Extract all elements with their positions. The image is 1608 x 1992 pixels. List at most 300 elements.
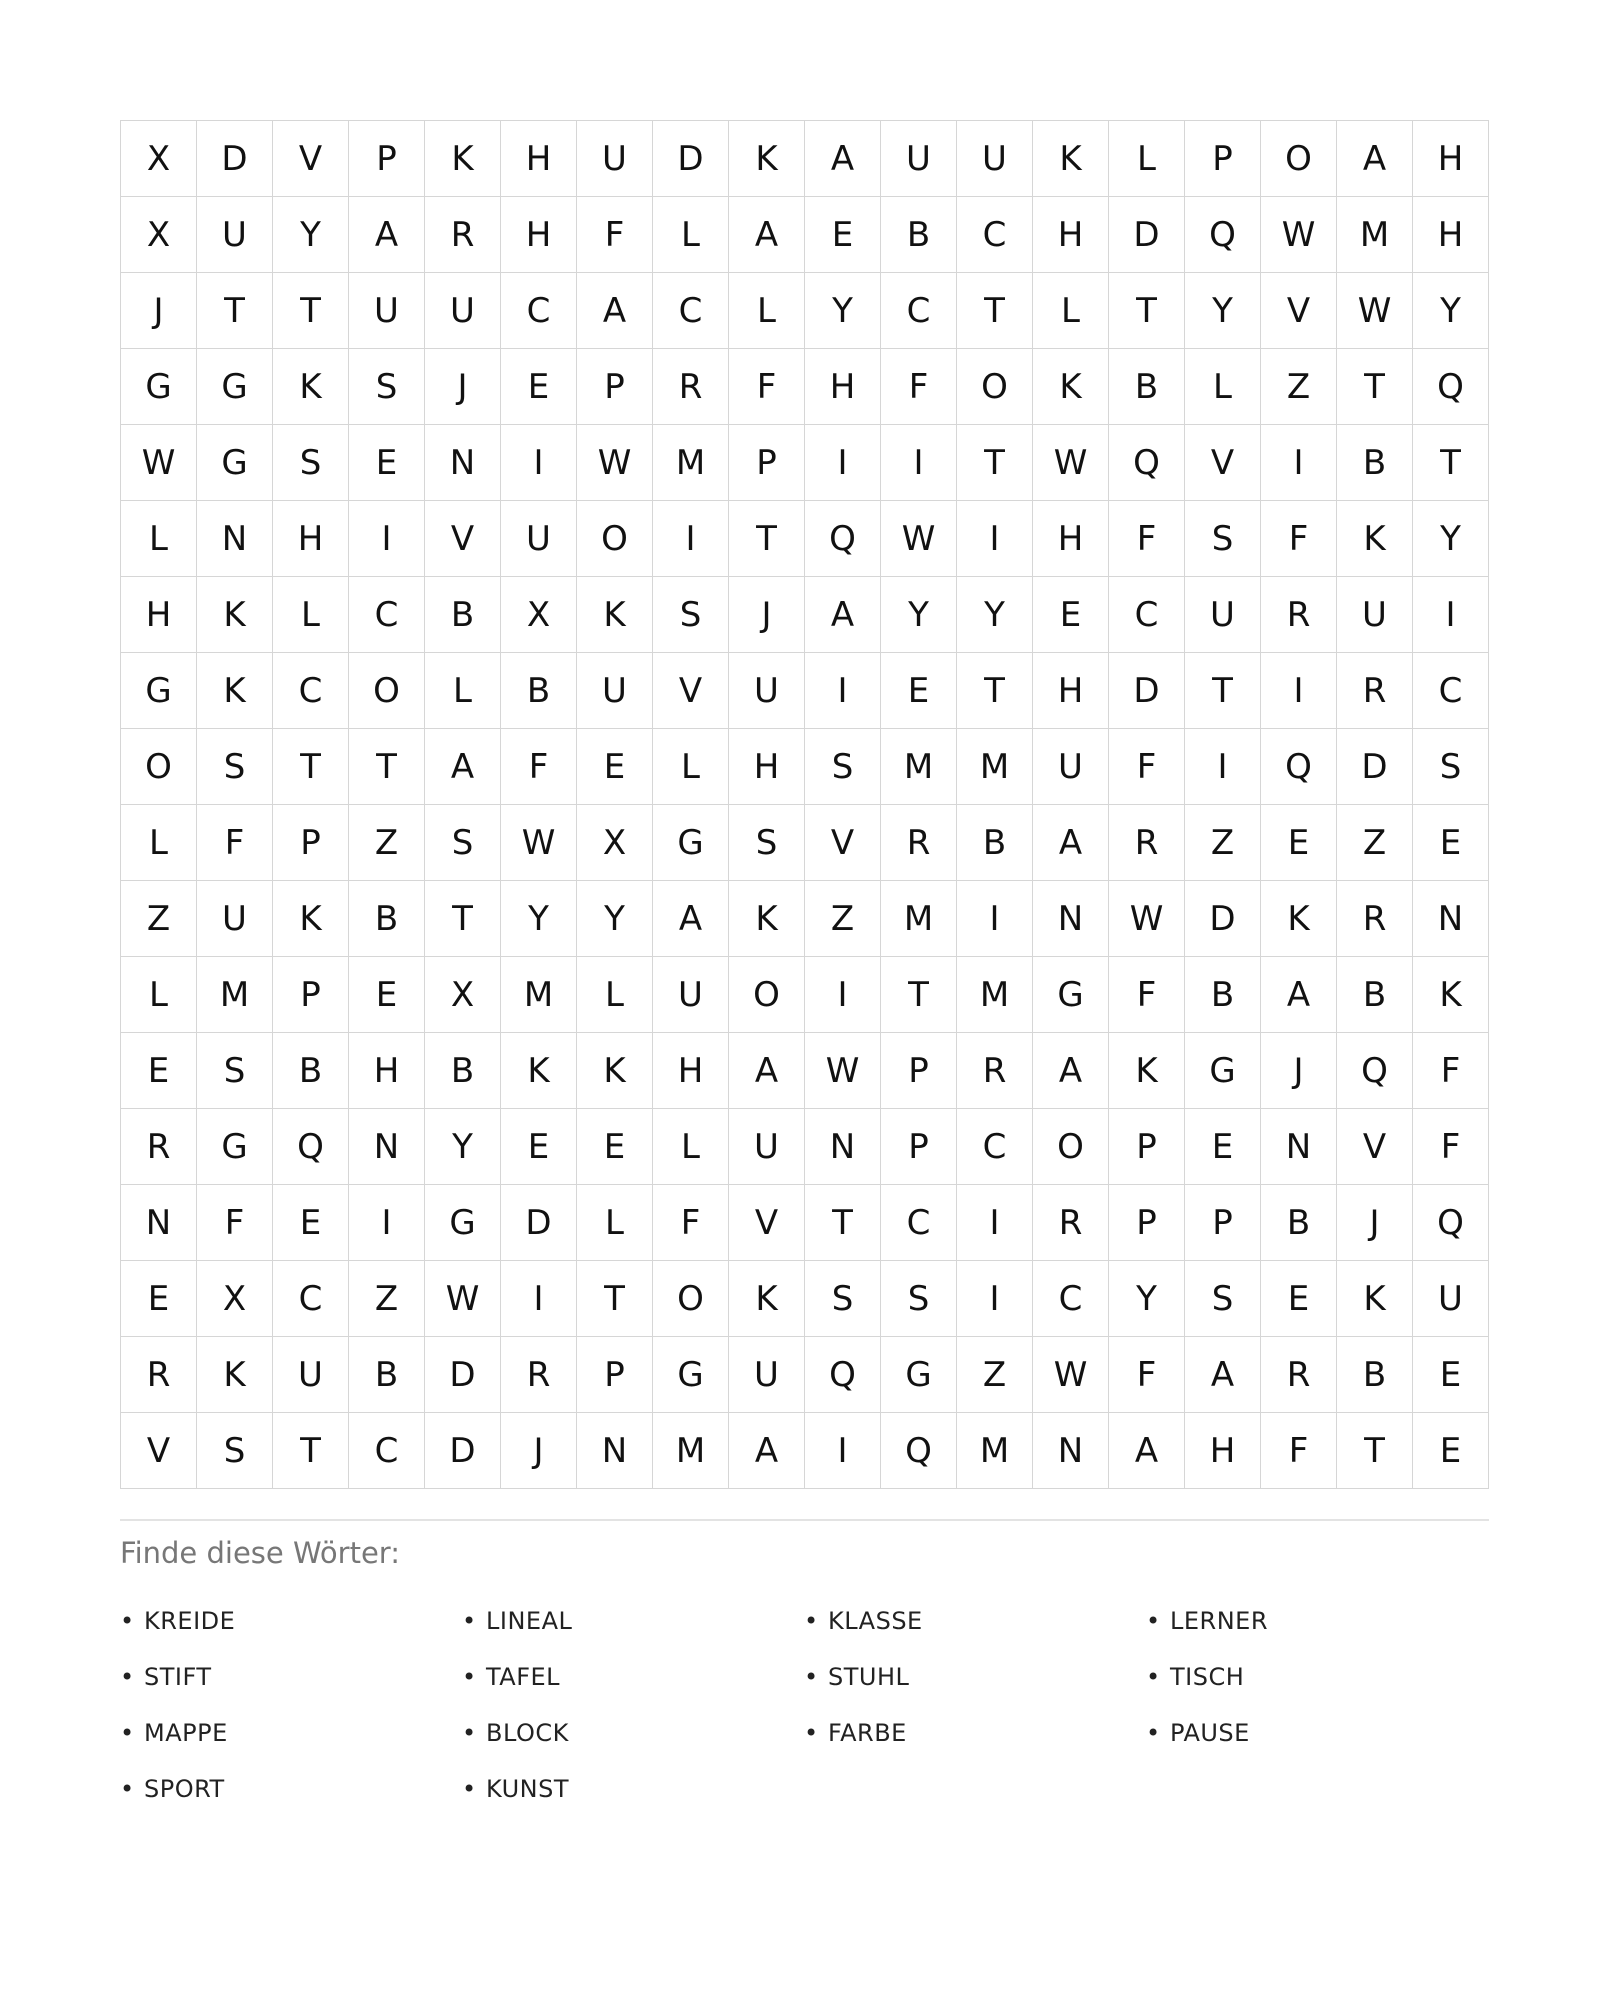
grid-cell[interactable]: E (121, 1033, 197, 1109)
grid-cell[interactable]: O (577, 501, 653, 577)
grid-cell[interactable]: U (577, 653, 653, 729)
grid-cell[interactable]: V (273, 121, 349, 197)
grid-cell[interactable]: W (425, 1261, 501, 1337)
grid-cell[interactable]: K (273, 881, 349, 957)
grid-cell[interactable]: Y (577, 881, 653, 957)
grid-cell[interactable]: T (881, 957, 957, 1033)
grid-cell[interactable]: A (1033, 805, 1109, 881)
grid-cell[interactable]: C (957, 1109, 1033, 1185)
grid-cell[interactable]: Z (1337, 805, 1413, 881)
grid-cell[interactable]: H (121, 577, 197, 653)
grid-cell[interactable]: I (349, 1185, 425, 1261)
grid-cell[interactable]: Z (349, 1261, 425, 1337)
grid-cell[interactable]: V (1185, 425, 1261, 501)
grid-cell[interactable]: T (197, 273, 273, 349)
grid-cell[interactable]: O (1033, 1109, 1109, 1185)
grid-cell[interactable]: E (1185, 1109, 1261, 1185)
grid-cell[interactable]: A (729, 1413, 805, 1489)
grid-cell[interactable]: Y (501, 881, 577, 957)
grid-cell[interactable]: D (425, 1413, 501, 1489)
grid-cell[interactable]: E (501, 349, 577, 425)
grid-cell[interactable]: W (1033, 1337, 1109, 1413)
grid-cell[interactable]: U (501, 501, 577, 577)
grid-cell[interactable]: B (1109, 349, 1185, 425)
grid-cell[interactable]: L (729, 273, 805, 349)
grid-cell[interactable]: L (121, 957, 197, 1033)
grid-cell[interactable]: E (1261, 805, 1337, 881)
grid-cell[interactable]: N (805, 1109, 881, 1185)
grid-cell[interactable]: T (273, 273, 349, 349)
grid-cell[interactable]: P (577, 1337, 653, 1413)
grid-cell[interactable]: Z (957, 1337, 1033, 1413)
grid-cell[interactable]: T (1413, 425, 1489, 501)
grid-cell[interactable]: C (957, 197, 1033, 273)
grid-cell[interactable]: L (653, 1109, 729, 1185)
grid-cell[interactable]: K (1109, 1033, 1185, 1109)
grid-cell[interactable]: S (1413, 729, 1489, 805)
grid-cell[interactable]: H (273, 501, 349, 577)
grid-cell[interactable]: J (121, 273, 197, 349)
grid-cell[interactable]: K (1337, 501, 1413, 577)
grid-cell[interactable]: G (197, 425, 273, 501)
grid-cell[interactable]: I (957, 501, 1033, 577)
grid-cell[interactable]: I (957, 881, 1033, 957)
grid-cell[interactable]: G (121, 349, 197, 425)
grid-cell[interactable]: O (729, 957, 805, 1033)
grid-cell[interactable]: C (1109, 577, 1185, 653)
grid-cell[interactable]: M (957, 957, 1033, 1033)
grid-cell[interactable]: U (1337, 577, 1413, 653)
grid-cell[interactable]: M (197, 957, 273, 1033)
grid-cell[interactable]: H (501, 121, 577, 197)
grid-cell[interactable]: M (957, 1413, 1033, 1489)
grid-cell[interactable]: B (1261, 1185, 1337, 1261)
grid-cell[interactable]: P (729, 425, 805, 501)
grid-cell[interactable]: E (577, 729, 653, 805)
grid-cell[interactable]: C (881, 273, 957, 349)
grid-cell[interactable]: U (729, 1109, 805, 1185)
grid-cell[interactable]: I (653, 501, 729, 577)
grid-cell[interactable]: G (197, 349, 273, 425)
grid-cell[interactable]: I (957, 1185, 1033, 1261)
grid-cell[interactable]: Q (1261, 729, 1337, 805)
grid-cell[interactable]: R (121, 1337, 197, 1413)
grid-cell[interactable]: X (197, 1261, 273, 1337)
grid-cell[interactable]: K (1261, 881, 1337, 957)
grid-cell[interactable]: Q (805, 1337, 881, 1413)
grid-cell[interactable]: S (197, 1413, 273, 1489)
grid-cell[interactable]: E (501, 1109, 577, 1185)
grid-cell[interactable]: B (1337, 957, 1413, 1033)
grid-cell[interactable]: A (1185, 1337, 1261, 1413)
grid-cell[interactable]: C (349, 577, 425, 653)
grid-cell[interactable]: D (501, 1185, 577, 1261)
grid-cell[interactable]: P (1109, 1109, 1185, 1185)
grid-cell[interactable]: M (957, 729, 1033, 805)
grid-cell[interactable]: B (1185, 957, 1261, 1033)
grid-cell[interactable]: J (501, 1413, 577, 1489)
grid-cell[interactable]: V (805, 805, 881, 881)
grid-cell[interactable]: A (349, 197, 425, 273)
grid-cell[interactable]: U (1185, 577, 1261, 653)
grid-cell[interactable]: J (729, 577, 805, 653)
grid-cell[interactable]: I (805, 1413, 881, 1489)
grid-cell[interactable]: O (1261, 121, 1337, 197)
grid-cell[interactable]: N (1033, 1413, 1109, 1489)
grid-cell[interactable]: A (653, 881, 729, 957)
grid-cell[interactable]: P (273, 805, 349, 881)
grid-cell[interactable]: B (881, 197, 957, 273)
grid-cell[interactable]: E (349, 425, 425, 501)
grid-cell[interactable]: C (881, 1185, 957, 1261)
grid-cell[interactable]: U (577, 121, 653, 197)
grid-cell[interactable]: L (121, 805, 197, 881)
grid-cell[interactable]: K (425, 121, 501, 197)
grid-cell[interactable]: F (881, 349, 957, 425)
grid-cell[interactable]: N (349, 1109, 425, 1185)
grid-cell[interactable]: V (653, 653, 729, 729)
grid-cell[interactable]: Q (805, 501, 881, 577)
grid-cell[interactable]: R (425, 197, 501, 273)
grid-cell[interactable]: S (1185, 501, 1261, 577)
grid-cell[interactable]: E (1261, 1261, 1337, 1337)
grid-cell[interactable]: D (653, 121, 729, 197)
grid-cell[interactable]: I (1413, 577, 1489, 653)
grid-cell[interactable]: I (349, 501, 425, 577)
grid-cell[interactable]: A (1109, 1413, 1185, 1489)
grid-cell[interactable]: C (1033, 1261, 1109, 1337)
grid-cell[interactable]: K (1033, 349, 1109, 425)
grid-cell[interactable]: R (653, 349, 729, 425)
grid-cell[interactable]: K (197, 577, 273, 653)
grid-cell[interactable]: B (273, 1033, 349, 1109)
grid-cell[interactable]: T (957, 653, 1033, 729)
grid-cell[interactable]: G (653, 805, 729, 881)
grid-cell[interactable]: F (1261, 501, 1337, 577)
grid-cell[interactable]: Q (273, 1109, 349, 1185)
grid-cell[interactable]: F (653, 1185, 729, 1261)
grid-cell[interactable]: L (1109, 121, 1185, 197)
grid-cell[interactable]: B (349, 1337, 425, 1413)
grid-cell[interactable]: A (1261, 957, 1337, 1033)
grid-cell[interactable]: A (805, 121, 881, 197)
grid-cell[interactable]: I (501, 1261, 577, 1337)
grid-cell[interactable]: Q (1109, 425, 1185, 501)
grid-cell[interactable]: U (729, 1337, 805, 1413)
grid-cell[interactable]: F (1261, 1413, 1337, 1489)
grid-cell[interactable]: T (805, 1185, 881, 1261)
grid-cell[interactable]: R (1337, 653, 1413, 729)
grid-cell[interactable]: V (121, 1413, 197, 1489)
grid-cell[interactable]: Q (1185, 197, 1261, 273)
grid-cell[interactable]: F (1413, 1109, 1489, 1185)
grid-cell[interactable]: Z (349, 805, 425, 881)
grid-cell[interactable]: V (425, 501, 501, 577)
grid-cell[interactable]: H (1033, 197, 1109, 273)
grid-cell[interactable]: U (1413, 1261, 1489, 1337)
grid-cell[interactable]: H (349, 1033, 425, 1109)
grid-cell[interactable]: U (197, 197, 273, 273)
grid-cell[interactable]: H (1413, 121, 1489, 197)
grid-cell[interactable]: R (121, 1109, 197, 1185)
grid-cell[interactable]: K (1337, 1261, 1413, 1337)
grid-cell[interactable]: H (1413, 197, 1489, 273)
grid-cell[interactable]: E (577, 1109, 653, 1185)
grid-cell[interactable]: P (1185, 1185, 1261, 1261)
grid-cell[interactable]: F (1109, 501, 1185, 577)
grid-cell[interactable]: N (1261, 1109, 1337, 1185)
grid-cell[interactable]: S (197, 729, 273, 805)
grid-cell[interactable]: F (1413, 1033, 1489, 1109)
grid-cell[interactable]: B (1337, 425, 1413, 501)
grid-cell[interactable]: D (1185, 881, 1261, 957)
grid-cell[interactable]: T (1337, 349, 1413, 425)
grid-cell[interactable]: U (881, 121, 957, 197)
grid-cell[interactable]: W (501, 805, 577, 881)
grid-cell[interactable]: L (577, 1185, 653, 1261)
grid-cell[interactable]: D (197, 121, 273, 197)
grid-cell[interactable]: C (273, 653, 349, 729)
grid-cell[interactable]: E (1033, 577, 1109, 653)
grid-cell[interactable]: V (1337, 1109, 1413, 1185)
grid-cell[interactable]: M (881, 729, 957, 805)
grid-cell[interactable]: D (1109, 653, 1185, 729)
grid-cell[interactable]: K (577, 1033, 653, 1109)
grid-cell[interactable]: K (197, 1337, 273, 1413)
grid-cell[interactable]: Y (881, 577, 957, 653)
grid-cell[interactable]: A (729, 1033, 805, 1109)
grid-cell[interactable]: B (349, 881, 425, 957)
grid-cell[interactable]: P (1185, 121, 1261, 197)
grid-cell[interactable]: E (349, 957, 425, 1033)
grid-cell[interactable]: C (501, 273, 577, 349)
grid-cell[interactable]: X (121, 197, 197, 273)
grid-cell[interactable]: Y (1109, 1261, 1185, 1337)
grid-cell[interactable]: E (881, 653, 957, 729)
grid-cell[interactable]: N (1413, 881, 1489, 957)
grid-cell[interactable]: P (881, 1109, 957, 1185)
grid-cell[interactable]: Q (1337, 1033, 1413, 1109)
grid-cell[interactable]: A (729, 197, 805, 273)
grid-cell[interactable]: I (805, 957, 881, 1033)
grid-cell[interactable]: H (501, 197, 577, 273)
grid-cell[interactable]: G (1033, 957, 1109, 1033)
grid-cell[interactable]: L (1033, 273, 1109, 349)
grid-cell[interactable]: F (501, 729, 577, 805)
grid-cell[interactable]: E (805, 197, 881, 273)
grid-cell[interactable]: X (121, 121, 197, 197)
grid-cell[interactable]: I (1185, 729, 1261, 805)
grid-cell[interactable]: I (1261, 653, 1337, 729)
grid-cell[interactable]: X (577, 805, 653, 881)
grid-cell[interactable]: F (197, 805, 273, 881)
grid-cell[interactable]: Y (273, 197, 349, 273)
grid-cell[interactable]: Y (957, 577, 1033, 653)
grid-cell[interactable]: Y (1413, 501, 1489, 577)
grid-cell[interactable]: F (1109, 729, 1185, 805)
grid-cell[interactable]: U (729, 653, 805, 729)
grid-cell[interactable]: T (729, 501, 805, 577)
grid-cell[interactable]: K (197, 653, 273, 729)
grid-cell[interactable]: B (501, 653, 577, 729)
grid-cell[interactable]: J (425, 349, 501, 425)
grid-cell[interactable]: E (121, 1261, 197, 1337)
grid-cell[interactable]: G (197, 1109, 273, 1185)
grid-cell[interactable]: C (349, 1413, 425, 1489)
grid-cell[interactable]: L (425, 653, 501, 729)
grid-cell[interactable]: K (1413, 957, 1489, 1033)
grid-cell[interactable]: I (957, 1261, 1033, 1337)
grid-cell[interactable]: I (881, 425, 957, 501)
grid-cell[interactable]: E (1413, 1337, 1489, 1413)
grid-cell[interactable]: K (729, 121, 805, 197)
grid-cell[interactable]: Q (1413, 1185, 1489, 1261)
grid-cell[interactable]: F (197, 1185, 273, 1261)
grid-cell[interactable]: Z (1261, 349, 1337, 425)
grid-cell[interactable]: T (1109, 273, 1185, 349)
grid-cell[interactable]: R (501, 1337, 577, 1413)
grid-cell[interactable]: P (881, 1033, 957, 1109)
grid-cell[interactable]: L (1185, 349, 1261, 425)
grid-cell[interactable]: S (349, 349, 425, 425)
grid-cell[interactable]: S (1185, 1261, 1261, 1337)
grid-cell[interactable]: R (1261, 1337, 1337, 1413)
grid-cell[interactable]: J (1337, 1185, 1413, 1261)
grid-cell[interactable]: Y (425, 1109, 501, 1185)
grid-cell[interactable]: R (1261, 577, 1337, 653)
grid-cell[interactable]: R (1337, 881, 1413, 957)
grid-cell[interactable]: Q (1413, 349, 1489, 425)
grid-cell[interactable]: B (957, 805, 1033, 881)
grid-cell[interactable]: K (729, 1261, 805, 1337)
grid-cell[interactable]: S (805, 1261, 881, 1337)
grid-cell[interactable]: M (1337, 197, 1413, 273)
grid-cell[interactable]: H (1033, 501, 1109, 577)
grid-cell[interactable]: C (273, 1261, 349, 1337)
grid-cell[interactable]: D (425, 1337, 501, 1413)
grid-cell[interactable]: U (273, 1337, 349, 1413)
grid-cell[interactable]: U (349, 273, 425, 349)
grid-cell[interactable]: F (729, 349, 805, 425)
grid-cell[interactable]: D (1109, 197, 1185, 273)
grid-cell[interactable]: V (1261, 273, 1337, 349)
grid-cell[interactable]: W (121, 425, 197, 501)
grid-cell[interactable]: A (1337, 121, 1413, 197)
grid-cell[interactable]: O (653, 1261, 729, 1337)
grid-cell[interactable]: K (729, 881, 805, 957)
grid-cell[interactable]: R (1109, 805, 1185, 881)
grid-cell[interactable]: N (425, 425, 501, 501)
grid-cell[interactable]: W (1337, 273, 1413, 349)
grid-cell[interactable]: P (1109, 1185, 1185, 1261)
grid-cell[interactable]: Y (1185, 273, 1261, 349)
grid-cell[interactable]: K (273, 349, 349, 425)
grid-cell[interactable]: S (653, 577, 729, 653)
grid-cell[interactable]: N (1033, 881, 1109, 957)
grid-cell[interactable]: U (653, 957, 729, 1033)
grid-cell[interactable]: W (1033, 425, 1109, 501)
grid-cell[interactable]: O (349, 653, 425, 729)
grid-cell[interactable]: V (729, 1185, 805, 1261)
grid-cell[interactable]: B (1337, 1337, 1413, 1413)
grid-cell[interactable]: Q (881, 1413, 957, 1489)
grid-cell[interactable]: Y (805, 273, 881, 349)
grid-cell[interactable]: S (197, 1033, 273, 1109)
grid-cell[interactable]: H (653, 1033, 729, 1109)
grid-cell[interactable]: L (121, 501, 197, 577)
grid-cell[interactable]: K (1033, 121, 1109, 197)
grid-cell[interactable]: A (425, 729, 501, 805)
grid-cell[interactable]: A (577, 273, 653, 349)
grid-cell[interactable]: F (1109, 1337, 1185, 1413)
grid-cell[interactable]: Z (121, 881, 197, 957)
grid-cell[interactable]: H (729, 729, 805, 805)
grid-cell[interactable]: O (957, 349, 1033, 425)
grid-cell[interactable]: G (881, 1337, 957, 1413)
grid-cell[interactable]: B (425, 1033, 501, 1109)
grid-cell[interactable]: W (881, 501, 957, 577)
grid-cell[interactable]: P (349, 121, 425, 197)
grid-cell[interactable]: T (577, 1261, 653, 1337)
grid-cell[interactable]: U (425, 273, 501, 349)
grid-cell[interactable]: S (805, 729, 881, 805)
grid-cell[interactable]: T (1337, 1413, 1413, 1489)
grid-cell[interactable]: S (881, 1261, 957, 1337)
grid-cell[interactable]: W (1261, 197, 1337, 273)
grid-cell[interactable]: K (577, 577, 653, 653)
grid-cell[interactable]: Z (805, 881, 881, 957)
grid-cell[interactable]: H (805, 349, 881, 425)
grid-cell[interactable]: S (425, 805, 501, 881)
grid-cell[interactable]: I (805, 653, 881, 729)
grid-cell[interactable]: N (121, 1185, 197, 1261)
grid-cell[interactable]: T (957, 273, 1033, 349)
grid-cell[interactable]: H (1033, 653, 1109, 729)
grid-cell[interactable]: F (577, 197, 653, 273)
grid-cell[interactable]: X (501, 577, 577, 653)
grid-cell[interactable]: R (957, 1033, 1033, 1109)
grid-cell[interactable]: T (349, 729, 425, 805)
grid-cell[interactable]: X (425, 957, 501, 1033)
grid-cell[interactable]: K (501, 1033, 577, 1109)
grid-cell[interactable]: T (425, 881, 501, 957)
grid-cell[interactable]: I (501, 425, 577, 501)
grid-cell[interactable]: U (197, 881, 273, 957)
grid-cell[interactable]: O (121, 729, 197, 805)
grid-cell[interactable]: W (577, 425, 653, 501)
grid-cell[interactable]: Y (1413, 273, 1489, 349)
grid-cell[interactable]: M (501, 957, 577, 1033)
grid-cell[interactable]: L (653, 729, 729, 805)
grid-cell[interactable]: L (273, 577, 349, 653)
grid-cell[interactable]: P (273, 957, 349, 1033)
grid-cell[interactable]: C (653, 273, 729, 349)
grid-cell[interactable]: S (273, 425, 349, 501)
grid-cell[interactable]: M (881, 881, 957, 957)
grid-cell[interactable]: E (1413, 1413, 1489, 1489)
grid-cell[interactable]: F (1109, 957, 1185, 1033)
grid-cell[interactable]: U (957, 121, 1033, 197)
grid-cell[interactable]: M (653, 1413, 729, 1489)
grid-cell[interactable]: G (653, 1337, 729, 1413)
grid-cell[interactable]: L (577, 957, 653, 1033)
grid-cell[interactable]: N (577, 1413, 653, 1489)
grid-cell[interactable]: A (1033, 1033, 1109, 1109)
grid-cell[interactable]: T (957, 425, 1033, 501)
grid-cell[interactable]: U (1033, 729, 1109, 805)
grid-cell[interactable]: N (197, 501, 273, 577)
grid-cell[interactable]: T (273, 1413, 349, 1489)
